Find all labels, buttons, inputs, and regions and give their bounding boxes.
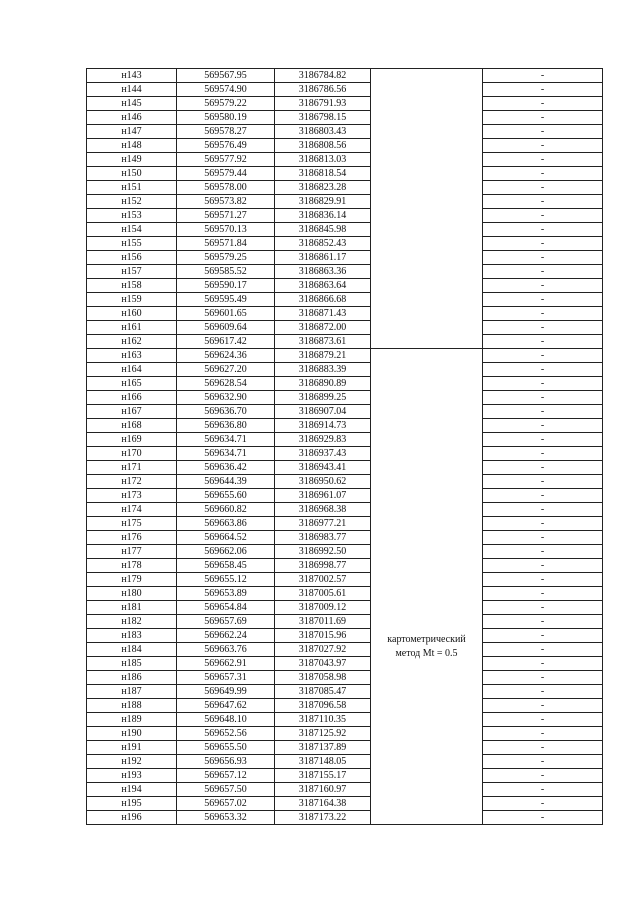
accuracy-dash-cell: -: [483, 671, 603, 685]
point-name-cell: н167: [87, 405, 177, 419]
point-name-cell: н143: [87, 69, 177, 83]
accuracy-dash-cell: -: [483, 811, 603, 825]
point-name-cell: н175: [87, 517, 177, 531]
accuracy-dash-cell: -: [483, 139, 603, 153]
x-coordinate-cell: 569577.92: [177, 153, 275, 167]
x-coordinate-cell: 569573.82: [177, 195, 275, 209]
x-coordinate-cell: 569653.89: [177, 587, 275, 601]
table-row: [87, 685, 603, 699]
y-coordinate-cell: 3187015.96: [275, 629, 371, 643]
y-coordinate-cell: 3186977.21: [275, 517, 371, 531]
table-row: [87, 181, 603, 195]
accuracy-dash-cell: -: [483, 615, 603, 629]
point-name-cell: н152: [87, 195, 177, 209]
y-coordinate-cell: 3186871.43: [275, 307, 371, 321]
x-coordinate-cell: 569570.13: [177, 223, 275, 237]
point-name-cell: н195: [87, 797, 177, 811]
table-row: [87, 657, 603, 671]
table-row: [87, 349, 603, 363]
table-row: [87, 727, 603, 741]
point-name-cell: н176: [87, 531, 177, 545]
y-coordinate-cell: 3186883.39: [275, 363, 371, 377]
point-name-cell: н187: [87, 685, 177, 699]
x-coordinate-cell: 569663.86: [177, 517, 275, 531]
table-row: [87, 279, 603, 293]
table-row: [87, 671, 603, 685]
y-coordinate-cell: 3186914.73: [275, 419, 371, 433]
point-name-cell: н159: [87, 293, 177, 307]
x-coordinate-cell: 569636.42: [177, 461, 275, 475]
y-coordinate-cell: 3186866.68: [275, 293, 371, 307]
point-name-cell: н186: [87, 671, 177, 685]
y-coordinate-cell: 3186829.91: [275, 195, 371, 209]
y-coordinate-cell: 3187110.35: [275, 713, 371, 727]
y-coordinate-cell: 3187125.92: [275, 727, 371, 741]
y-coordinate-cell: 3186937.43: [275, 447, 371, 461]
accuracy-dash-cell: -: [483, 433, 603, 447]
point-name-cell: н160: [87, 307, 177, 321]
x-coordinate-cell: 569655.12: [177, 573, 275, 587]
x-coordinate-cell: 569653.32: [177, 811, 275, 825]
point-name-cell: н192: [87, 755, 177, 769]
x-coordinate-cell: 569644.39: [177, 475, 275, 489]
x-coordinate-cell: 569664.52: [177, 531, 275, 545]
table-row: [87, 489, 603, 503]
y-coordinate-cell: 3187009.12: [275, 601, 371, 615]
x-coordinate-cell: 569571.84: [177, 237, 275, 251]
x-coordinate-cell: 569580.19: [177, 111, 275, 125]
method-label: картометрический метод Mt = 0.5: [387, 633, 466, 659]
y-coordinate-cell: 3187173.22: [275, 811, 371, 825]
x-coordinate-cell: 569571.27: [177, 209, 275, 223]
y-coordinate-cell: 3186943.41: [275, 461, 371, 475]
accuracy-dash-cell: -: [483, 727, 603, 741]
table-row: [87, 447, 603, 461]
point-name-cell: н177: [87, 545, 177, 559]
y-coordinate-cell: 3186968.38: [275, 503, 371, 517]
point-name-cell: н156: [87, 251, 177, 265]
point-name-cell: н188: [87, 699, 177, 713]
accuracy-dash-cell: -: [483, 181, 603, 195]
accuracy-dash-cell: -: [483, 699, 603, 713]
x-coordinate-cell: 569654.84: [177, 601, 275, 615]
x-coordinate-cell: 569590.17: [177, 279, 275, 293]
table-row: [87, 405, 603, 419]
accuracy-dash-cell: -: [483, 321, 603, 335]
point-name-cell: н190: [87, 727, 177, 741]
x-coordinate-cell: 569662.24: [177, 629, 275, 643]
y-coordinate-cell: 3186798.15: [275, 111, 371, 125]
y-coordinate-cell: 3186998.77: [275, 559, 371, 573]
table-row: [87, 97, 603, 111]
x-coordinate-cell: 569609.64: [177, 321, 275, 335]
table-row: [87, 209, 603, 223]
point-name-cell: н146: [87, 111, 177, 125]
accuracy-dash-cell: -: [483, 349, 603, 363]
table-row: [87, 461, 603, 475]
x-coordinate-cell: 569649.99: [177, 685, 275, 699]
y-coordinate-cell: 3186907.04: [275, 405, 371, 419]
x-coordinate-cell: 569636.80: [177, 419, 275, 433]
y-coordinate-cell: 3186863.36: [275, 265, 371, 279]
x-coordinate-cell: 569634.71: [177, 447, 275, 461]
x-coordinate-cell: 569657.12: [177, 769, 275, 783]
point-name-cell: н173: [87, 489, 177, 503]
y-coordinate-cell: 3186803.43: [275, 125, 371, 139]
y-coordinate-cell: 3186872.00: [275, 321, 371, 335]
point-name-cell: н170: [87, 447, 177, 461]
y-coordinate-cell: 3187096.58: [275, 699, 371, 713]
x-coordinate-cell: 569647.62: [177, 699, 275, 713]
point-name-cell: н180: [87, 587, 177, 601]
table-row: [87, 587, 603, 601]
point-name-cell: н162: [87, 335, 177, 349]
table-row: [87, 517, 603, 531]
table-row: [87, 377, 603, 391]
table-row: [87, 545, 603, 559]
accuracy-dash-cell: -: [483, 741, 603, 755]
accuracy-dash-cell: -: [483, 447, 603, 461]
table-row: [87, 699, 603, 713]
x-coordinate-cell: 569657.69: [177, 615, 275, 629]
table-row: [87, 167, 603, 181]
point-name-cell: н168: [87, 419, 177, 433]
table-row: [87, 531, 603, 545]
accuracy-dash-cell: -: [483, 69, 603, 83]
point-name-cell: н181: [87, 601, 177, 615]
x-coordinate-cell: 569657.02: [177, 797, 275, 811]
table-row: [87, 307, 603, 321]
point-name-cell: н153: [87, 209, 177, 223]
x-coordinate-cell: 569657.50: [177, 783, 275, 797]
accuracy-dash-cell: -: [483, 657, 603, 671]
y-coordinate-cell: 3187148.05: [275, 755, 371, 769]
table-row: [87, 391, 603, 405]
point-name-cell: н161: [87, 321, 177, 335]
accuracy-dash-cell: -: [483, 573, 603, 587]
accuracy-dash-cell: -: [483, 111, 603, 125]
point-name-cell: н194: [87, 783, 177, 797]
y-coordinate-cell: 3187005.61: [275, 587, 371, 601]
accuracy-dash-cell: -: [483, 97, 603, 111]
y-coordinate-cell: 3187164.38: [275, 797, 371, 811]
accuracy-dash-cell: -: [483, 195, 603, 209]
table-row: [87, 139, 603, 153]
y-coordinate-cell: 3186813.03: [275, 153, 371, 167]
table-row: [87, 769, 603, 783]
accuracy-dash-cell: -: [483, 629, 603, 643]
accuracy-dash-cell: -: [483, 643, 603, 657]
table-row: [87, 195, 603, 209]
y-coordinate-cell: 3187155.17: [275, 769, 371, 783]
accuracy-dash-cell: -: [483, 265, 603, 279]
point-name-cell: н178: [87, 559, 177, 573]
y-coordinate-cell: 3186791.93: [275, 97, 371, 111]
x-coordinate-cell: 569658.45: [177, 559, 275, 573]
point-name-cell: н184: [87, 643, 177, 657]
point-name-cell: н155: [87, 237, 177, 251]
x-coordinate-cell: 569648.10: [177, 713, 275, 727]
table-row: [87, 125, 603, 139]
table-row: [87, 713, 603, 727]
x-coordinate-cell: 569628.54: [177, 377, 275, 391]
table-row: [87, 321, 603, 335]
table-row: [87, 629, 603, 643]
table-row: [87, 797, 603, 811]
table-row: [87, 153, 603, 167]
x-coordinate-cell: 569652.56: [177, 727, 275, 741]
x-coordinate-cell: 569579.25: [177, 251, 275, 265]
y-coordinate-cell: 3186992.50: [275, 545, 371, 559]
method-cell-lower: [371, 349, 483, 825]
x-coordinate-cell: 569567.95: [177, 69, 275, 83]
point-name-cell: н149: [87, 153, 177, 167]
point-name-cell: н145: [87, 97, 177, 111]
point-name-cell: н171: [87, 461, 177, 475]
x-coordinate-cell: 569636.70: [177, 405, 275, 419]
table-row: [87, 475, 603, 489]
x-coordinate-cell: 569579.22: [177, 97, 275, 111]
x-coordinate-cell: 569655.50: [177, 741, 275, 755]
accuracy-dash-cell: -: [483, 545, 603, 559]
table-row: [87, 223, 603, 237]
accuracy-dash-cell: -: [483, 377, 603, 391]
point-name-cell: н157: [87, 265, 177, 279]
point-name-cell: н154: [87, 223, 177, 237]
table-row: [87, 83, 603, 97]
x-coordinate-cell: 569662.91: [177, 657, 275, 671]
accuracy-dash-cell: -: [483, 167, 603, 181]
accuracy-dash-cell: -: [483, 713, 603, 727]
table-row: [87, 111, 603, 125]
table-row: [87, 433, 603, 447]
coordinates-table: [86, 68, 603, 825]
table-row: [87, 363, 603, 377]
x-coordinate-cell: 569632.90: [177, 391, 275, 405]
x-coordinate-cell: 569576.49: [177, 139, 275, 153]
x-coordinate-cell: 569601.65: [177, 307, 275, 321]
y-coordinate-cell: 3186784.82: [275, 69, 371, 83]
y-coordinate-cell: 3186950.62: [275, 475, 371, 489]
table-row: [87, 335, 603, 349]
y-coordinate-cell: 3187011.69: [275, 615, 371, 629]
y-coordinate-cell: 3186823.28: [275, 181, 371, 195]
point-name-cell: н169: [87, 433, 177, 447]
accuracy-dash-cell: -: [483, 419, 603, 433]
y-coordinate-cell: 3186818.54: [275, 167, 371, 181]
accuracy-dash-cell: -: [483, 769, 603, 783]
accuracy-dash-cell: -: [483, 531, 603, 545]
accuracy-dash-cell: -: [483, 237, 603, 251]
y-coordinate-cell: 3187137.89: [275, 741, 371, 755]
accuracy-dash-cell: -: [483, 363, 603, 377]
point-name-cell: н163: [87, 349, 177, 363]
accuracy-dash-cell: -: [483, 209, 603, 223]
y-coordinate-cell: 3186863.64: [275, 279, 371, 293]
x-coordinate-cell: 569624.36: [177, 349, 275, 363]
table-row: [87, 643, 603, 657]
y-coordinate-cell: 3186836.14: [275, 209, 371, 223]
y-coordinate-cell: 3186873.61: [275, 335, 371, 349]
accuracy-dash-cell: -: [483, 223, 603, 237]
point-name-cell: н150: [87, 167, 177, 181]
y-coordinate-cell: 3187058.98: [275, 671, 371, 685]
table-row: [87, 615, 603, 629]
accuracy-dash-cell: -: [483, 755, 603, 769]
y-coordinate-cell: 3186786.56: [275, 83, 371, 97]
accuracy-dash-cell: -: [483, 503, 603, 517]
method-cell-upper: [371, 69, 483, 349]
point-name-cell: н191: [87, 741, 177, 755]
table-row: [87, 741, 603, 755]
table-row: [87, 293, 603, 307]
point-name-cell: н144: [87, 83, 177, 97]
x-coordinate-cell: 569578.27: [177, 125, 275, 139]
accuracy-dash-cell: -: [483, 279, 603, 293]
accuracy-dash-cell: -: [483, 559, 603, 573]
x-coordinate-cell: 569662.06: [177, 545, 275, 559]
x-coordinate-cell: 569585.52: [177, 265, 275, 279]
x-coordinate-cell: 569657.31: [177, 671, 275, 685]
x-coordinate-cell: 569578.00: [177, 181, 275, 195]
accuracy-dash-cell: -: [483, 797, 603, 811]
table-row: [87, 503, 603, 517]
accuracy-dash-cell: -: [483, 587, 603, 601]
y-coordinate-cell: 3187160.97: [275, 783, 371, 797]
accuracy-dash-cell: -: [483, 251, 603, 265]
point-name-cell: н164: [87, 363, 177, 377]
point-name-cell: н185: [87, 657, 177, 671]
y-coordinate-cell: 3186845.98: [275, 223, 371, 237]
accuracy-dash-cell: -: [483, 601, 603, 615]
point-name-cell: н174: [87, 503, 177, 517]
point-name-cell: н151: [87, 181, 177, 195]
y-coordinate-cell: 3187027.92: [275, 643, 371, 657]
table-row: [87, 783, 603, 797]
x-coordinate-cell: 569574.90: [177, 83, 275, 97]
x-coordinate-cell: 569656.93: [177, 755, 275, 769]
y-coordinate-cell: 3187085.47: [275, 685, 371, 699]
point-name-cell: н196: [87, 811, 177, 825]
y-coordinate-cell: 3186808.56: [275, 139, 371, 153]
table-row: [87, 573, 603, 587]
accuracy-dash-cell: -: [483, 461, 603, 475]
accuracy-dash-cell: -: [483, 83, 603, 97]
point-name-cell: н189: [87, 713, 177, 727]
table-row: [87, 237, 603, 251]
accuracy-dash-cell: -: [483, 489, 603, 503]
table-row: [87, 251, 603, 265]
accuracy-dash-cell: -: [483, 783, 603, 797]
table-row: [87, 601, 603, 615]
y-coordinate-cell: 3187043.97: [275, 657, 371, 671]
point-name-cell: н172: [87, 475, 177, 489]
accuracy-dash-cell: -: [483, 335, 603, 349]
point-name-cell: н148: [87, 139, 177, 153]
accuracy-dash-cell: -: [483, 307, 603, 321]
y-coordinate-cell: 3186879.21: [275, 349, 371, 363]
y-coordinate-cell: 3186852.43: [275, 237, 371, 251]
x-coordinate-cell: 569617.42: [177, 335, 275, 349]
table-row: [87, 419, 603, 433]
x-coordinate-cell: 569663.76: [177, 643, 275, 657]
point-name-cell: н165: [87, 377, 177, 391]
x-coordinate-cell: 569579.44: [177, 167, 275, 181]
x-coordinate-cell: 569595.49: [177, 293, 275, 307]
coordinates-table-body: [87, 69, 603, 825]
accuracy-dash-cell: -: [483, 405, 603, 419]
point-name-cell: н179: [87, 573, 177, 587]
x-coordinate-cell: 569660.82: [177, 503, 275, 517]
accuracy-dash-cell: -: [483, 391, 603, 405]
y-coordinate-cell: 3186861.17: [275, 251, 371, 265]
x-coordinate-cell: 569634.71: [177, 433, 275, 447]
accuracy-dash-cell: -: [483, 475, 603, 489]
point-name-cell: н158: [87, 279, 177, 293]
table-row: [87, 755, 603, 769]
accuracy-dash-cell: -: [483, 517, 603, 531]
accuracy-dash-cell: -: [483, 125, 603, 139]
table-row: [87, 265, 603, 279]
point-name-cell: н182: [87, 615, 177, 629]
x-coordinate-cell: 569627.20: [177, 363, 275, 377]
y-coordinate-cell: 3187002.57: [275, 573, 371, 587]
table-row: [87, 811, 603, 825]
y-coordinate-cell: 3186983.77: [275, 531, 371, 545]
accuracy-dash-cell: -: [483, 293, 603, 307]
table-row: [87, 69, 603, 83]
y-coordinate-cell: 3186961.07: [275, 489, 371, 503]
point-name-cell: н193: [87, 769, 177, 783]
point-name-cell: н183: [87, 629, 177, 643]
x-coordinate-cell: 569655.60: [177, 489, 275, 503]
table-row: [87, 559, 603, 573]
y-coordinate-cell: 3186890.89: [275, 377, 371, 391]
accuracy-dash-cell: -: [483, 153, 603, 167]
y-coordinate-cell: 3186929.83: [275, 433, 371, 447]
point-name-cell: н147: [87, 125, 177, 139]
y-coordinate-cell: 3186899.25: [275, 391, 371, 405]
point-name-cell: н166: [87, 391, 177, 405]
accuracy-dash-cell: -: [483, 685, 603, 699]
